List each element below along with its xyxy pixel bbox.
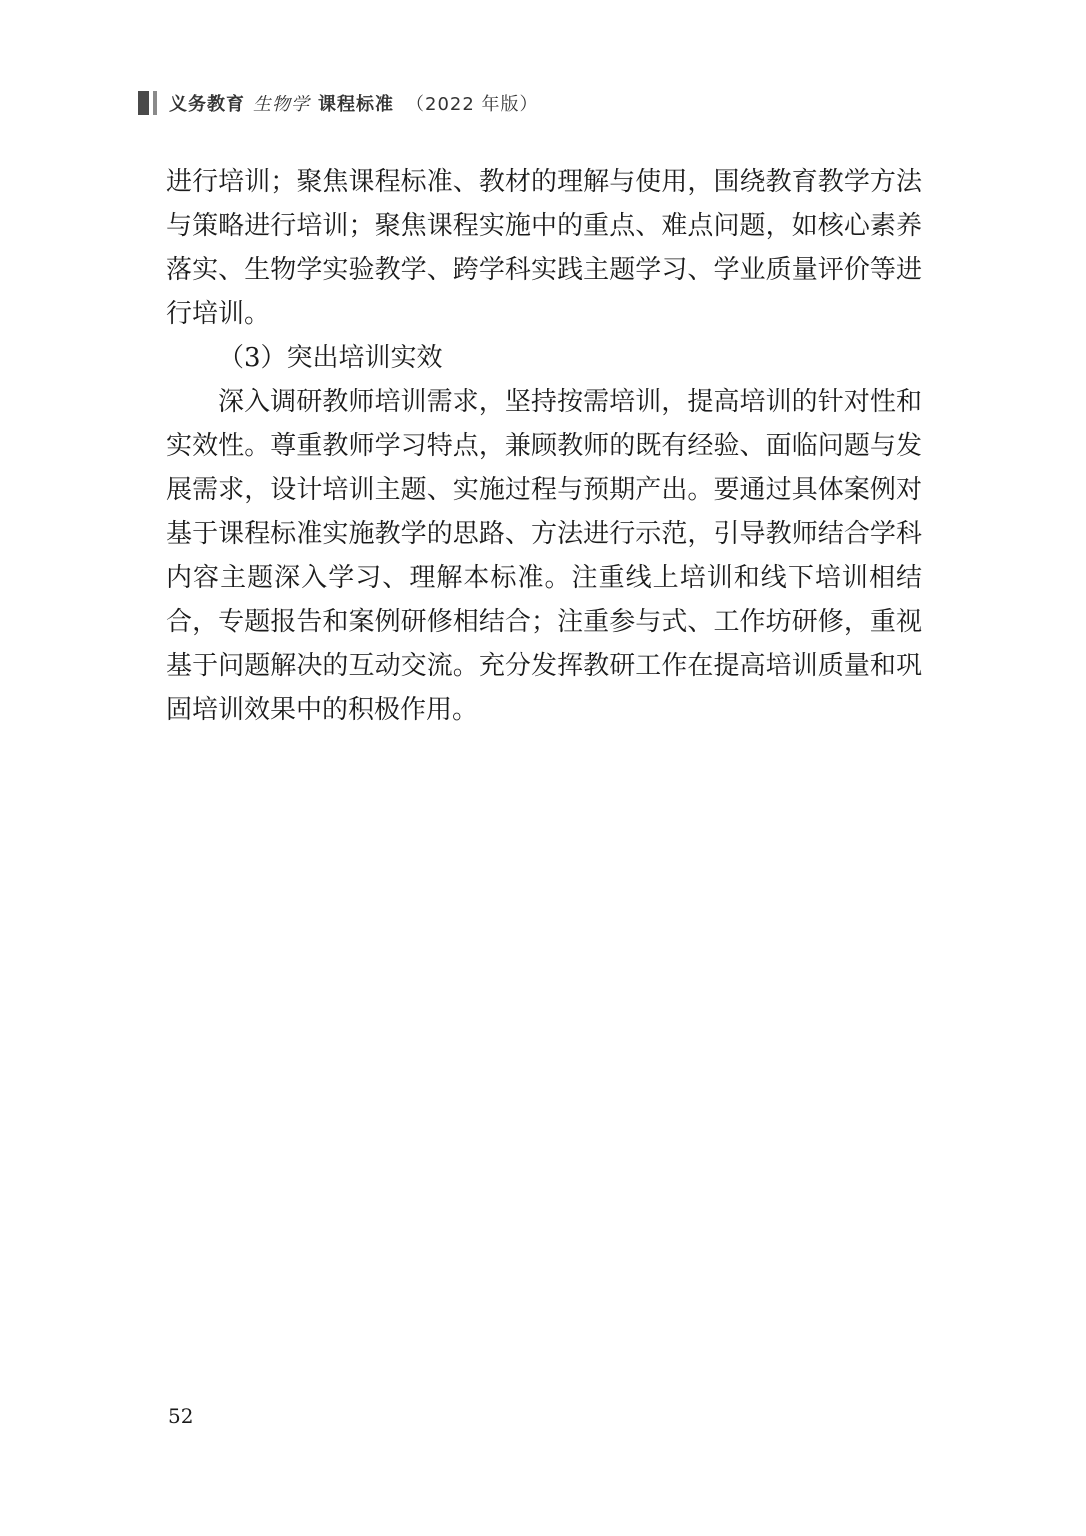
- header-subject: 生物学: [253, 94, 310, 115]
- page-number: 52: [168, 1404, 194, 1428]
- body-text: [166, 160, 922, 732]
- section-heading: （3）突出培训实效: [218, 343, 443, 373]
- header-bar-thick: [138, 91, 149, 115]
- header-title-text: 课程标准: [318, 94, 394, 115]
- header-bar-thin: [153, 91, 157, 115]
- header-bar-marks: [138, 91, 157, 115]
- running-header: [138, 88, 539, 118]
- header-prefix: 义务教育: [169, 94, 245, 115]
- paragraph: 深入调研教师培训需求，坚持按需培训，提高培训的针对性和实效性。尊重教师学习特点，兼顾教师的既有经验、面临问题与发展需求，设计培训主题、实施过程与预期产出。要通过具体案例对基于课程标准实施教学的思路、方法进行示范，引导教师结合学科内容主题深入学习、理解本标准。注重线上培训和线下培训相结合，专题报告和案例研修相结合；注重参与式、工作坊研修，重视基于问题解决的互动交流。充分发挥教研工作在提高培训质量和巩固培训效果中的积极作用。: [166, 387, 922, 725]
- header-edition: （2022 年版）: [406, 94, 539, 115]
- paragraph-continued: 进行培训；聚焦课程标准、教材的理解与使用，围绕教育教学方法与策略进行培训；聚焦课程实施中的重点、难点问题，如核心素养落实、生物学实验教学、跨学科实践主题学习、学业质量评价等进行培训。: [166, 167, 922, 329]
- header-title: [169, 90, 539, 116]
